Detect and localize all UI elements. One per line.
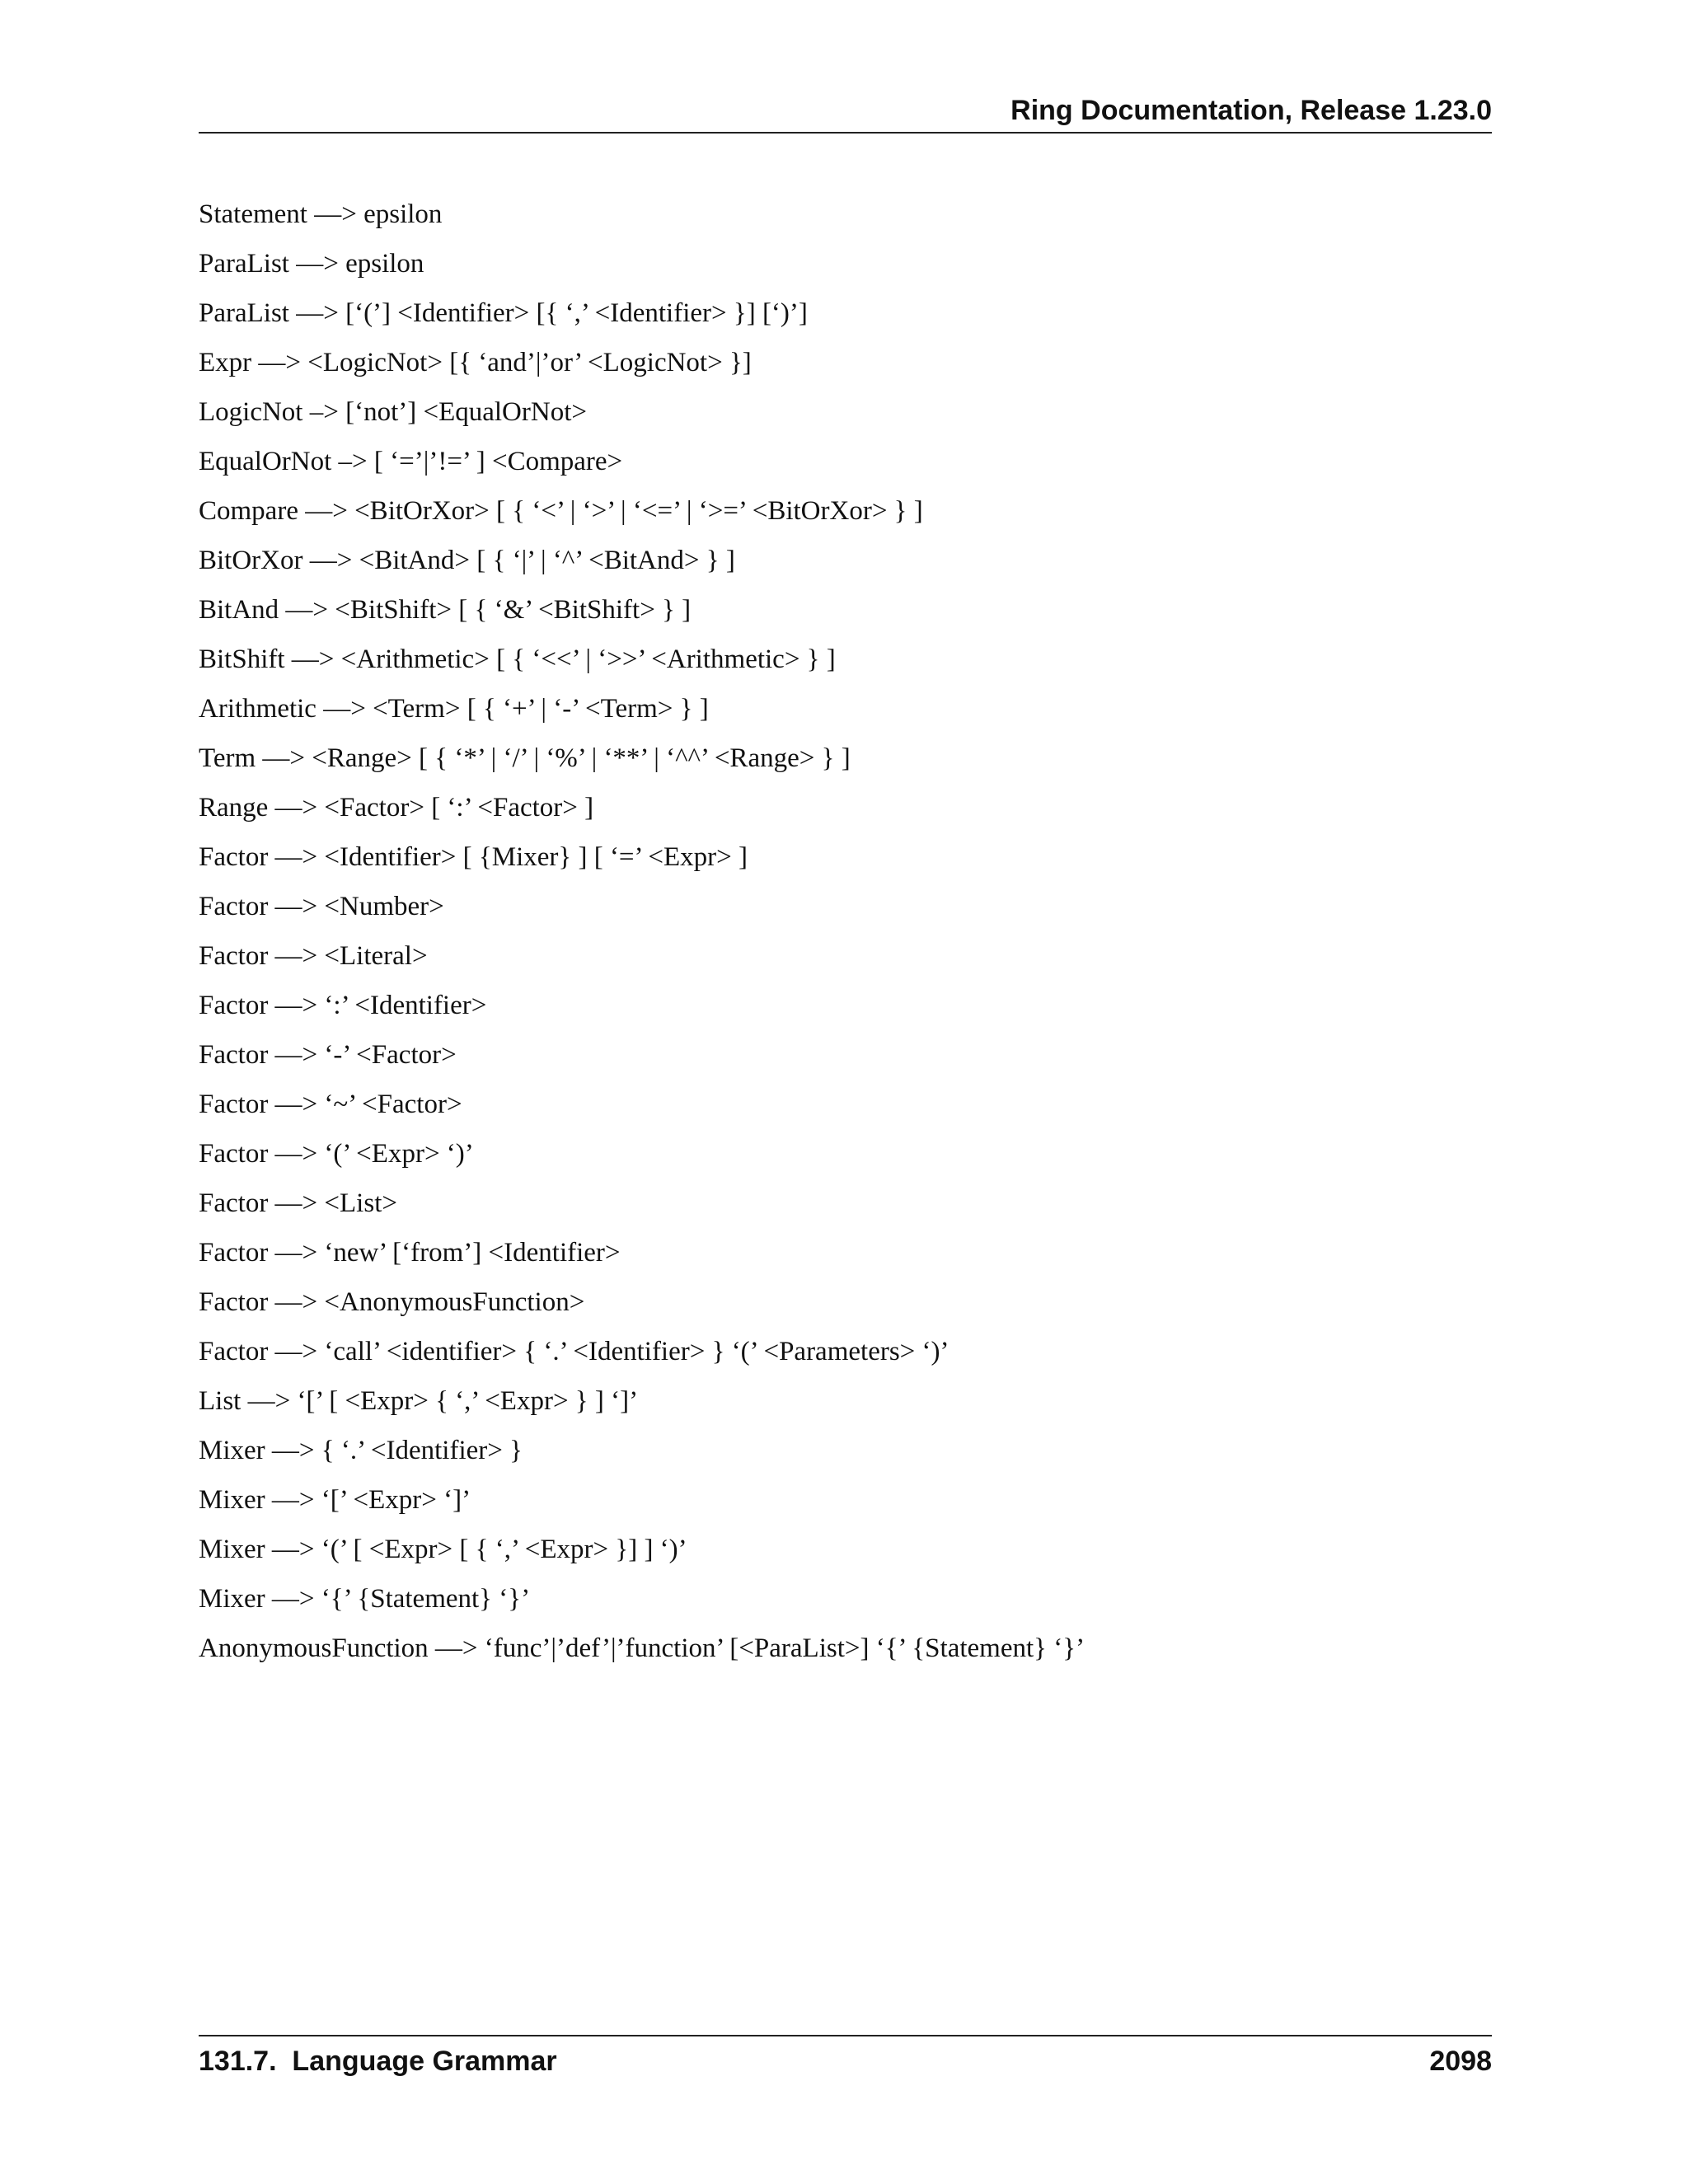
section-title: 131.7. Language Grammar xyxy=(199,2046,557,2077)
grammar-rule: Term —> <Range> [ { ‘*’ | ‘/’ | ‘%’ | ‘**’ | ‘^^’ <Range> } ] xyxy=(199,743,851,773)
grammar-rule: Mixer —> ‘[’ <Expr> ‘]’ xyxy=(199,1485,471,1515)
grammar-rule: Factor —> ‘new’ [‘from’] <Identifier> xyxy=(199,1238,621,1268)
grammar-rule: BitOrXor —> <BitAnd> [ { ‘|’ | ‘^’ <BitAnd> } ] xyxy=(199,546,735,575)
page-footer xyxy=(199,2035,1492,2086)
grammar-rule: EqualOrNot –> [ ‘=’|’!=’ ] <Compare> xyxy=(199,447,623,476)
grammar-rule: Factor —> <Number> xyxy=(199,892,444,921)
grammar-rule: Factor —> ‘-’ <Factor> xyxy=(199,1040,457,1070)
grammar-rule: ParaList —> epsilon xyxy=(199,249,424,279)
grammar-rule: List —> ‘[’ [ <Expr> { ‘,’ <Expr> } ] ‘]’ xyxy=(199,1386,639,1416)
grammar-rule: Statement —> epsilon xyxy=(199,199,443,229)
grammar-rule: Range —> <Factor> [ ‘:’ <Factor> ] xyxy=(199,793,594,823)
document-title: Ring Documentation, Release 1.23.0 xyxy=(1010,95,1492,126)
grammar-rule: Mixer —> ‘(’ [ <Expr> [ { ‘,’ <Expr> }] ] ‘)’ xyxy=(199,1535,687,1564)
grammar-rule: Factor —> <AnonymousFunction> xyxy=(199,1287,585,1317)
grammar-rule: Mixer —> ‘{’ {Statement} ‘}’ xyxy=(199,1584,531,1614)
page-number: 2098 xyxy=(1429,2046,1492,2077)
grammar-rules xyxy=(199,198,1492,1681)
grammar-rule: Mixer —> { ‘.’ <Identifier> } xyxy=(199,1436,523,1465)
grammar-rule: Factor —> ‘~’ <Factor> xyxy=(199,1090,462,1119)
grammar-rule: Factor —> ‘(’ <Expr> ‘)’ xyxy=(199,1139,474,1169)
grammar-rule: Expr —> <LogicNot> [{ ‘and’|’or’ <LogicNot> }] xyxy=(199,348,752,377)
grammar-rule: BitAnd —> <BitShift> [ { ‘&’ <BitShift> } ] xyxy=(199,595,692,625)
grammar-rule: Factor —> ‘call’ <identifier> { ‘.’ <Identifier> } ‘(’ <Parameters> ‘)’ xyxy=(199,1337,950,1366)
grammar-rule: Factor —> ‘:’ <Identifier> xyxy=(199,991,487,1020)
grammar-rule: LogicNot –> [‘not’] <EqualOrNot> xyxy=(199,397,587,427)
grammar-rule: Arithmetic —> <Term> [ { ‘+’ | ‘-’ <Term> } ] xyxy=(199,694,709,724)
grammar-rule: BitShift —> <Arithmetic> [ { ‘<<’ | ‘>>’ <Arithmetic> } ] xyxy=(199,644,836,674)
page-header xyxy=(199,91,1492,134)
grammar-rule: Factor —> <Literal> xyxy=(199,941,428,971)
grammar-rule: Compare —> <BitOrXor> [ { ‘<’ | ‘>’ | ‘<=’ | ‘>=’ <BitOrXor> } ] xyxy=(199,496,923,526)
grammar-rule: Factor —> <List> xyxy=(199,1188,397,1218)
grammar-rule: Factor —> <Identifier> [ {Mixer} ] [ ‘=’ <Expr> ] xyxy=(199,842,748,872)
grammar-rule: ParaList —> [‘(’] <Identifier> [{ ‘,’ <Identifier> }] [‘)’] xyxy=(199,298,808,328)
grammar-rule: AnonymousFunction —> ‘func’|’def’|’function’ [<ParaList>] ‘{’ {Statement} ‘}’ xyxy=(199,1633,1085,1663)
